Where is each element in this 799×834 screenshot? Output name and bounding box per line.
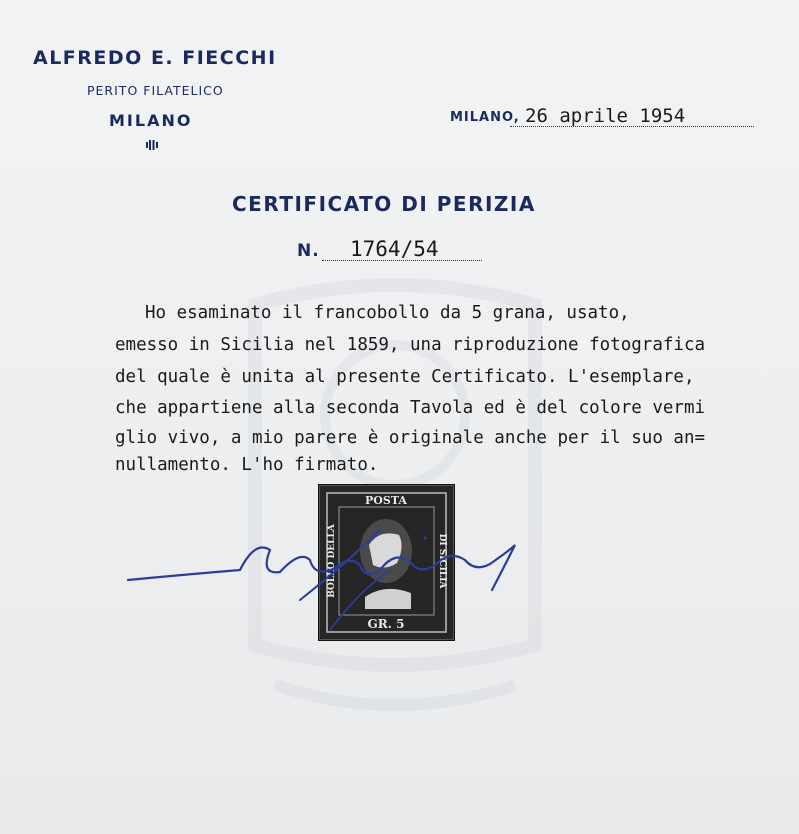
body-line-6: nullamento. L'ho firmato. <box>115 455 379 475</box>
body-line-3: del quale è unita al presente Certificato. L'esemplare, <box>115 367 695 387</box>
letterhead-title: PERITO FILATELICO <box>87 83 224 98</box>
certificate-date: 26 aprile 1954 <box>525 105 686 127</box>
number-dotted-line <box>322 260 482 261</box>
letterhead-name: ALFREDO E. FIECCHI <box>33 47 277 69</box>
date-city: MILANO, <box>450 110 520 125</box>
stamp-right-text: DI SICILIA <box>437 533 447 589</box>
certificate-number: 1764/54 <box>350 237 439 261</box>
body-line-5: glio vivo, a mio parere è originale anche per il suo an= <box>115 428 706 448</box>
certificate-heading: CERTIFICATO DI PERIZIA <box>232 192 536 216</box>
stamp-photo <box>318 484 455 641</box>
stamp-left-text: BOLLO DELLA <box>327 524 337 598</box>
letterhead-ornament-icon <box>146 139 160 151</box>
date-dotted-line <box>510 126 754 127</box>
stamp-value-text: GR. 5 <box>367 617 405 631</box>
body-line-2: emesso in Sicilia nel 1859, una riproduzione fotografica <box>115 335 706 355</box>
stamp-top-text: POSTA <box>365 494 407 507</box>
certificate-number-label: N. <box>297 241 320 261</box>
body-line-1: Ho esaminato il francobollo da 5 grana, usato, <box>145 303 630 323</box>
letterhead-city: MILANO <box>109 111 193 130</box>
body-line-4: che appartiene alla seconda Tavola ed è del colore vermi <box>115 398 706 418</box>
